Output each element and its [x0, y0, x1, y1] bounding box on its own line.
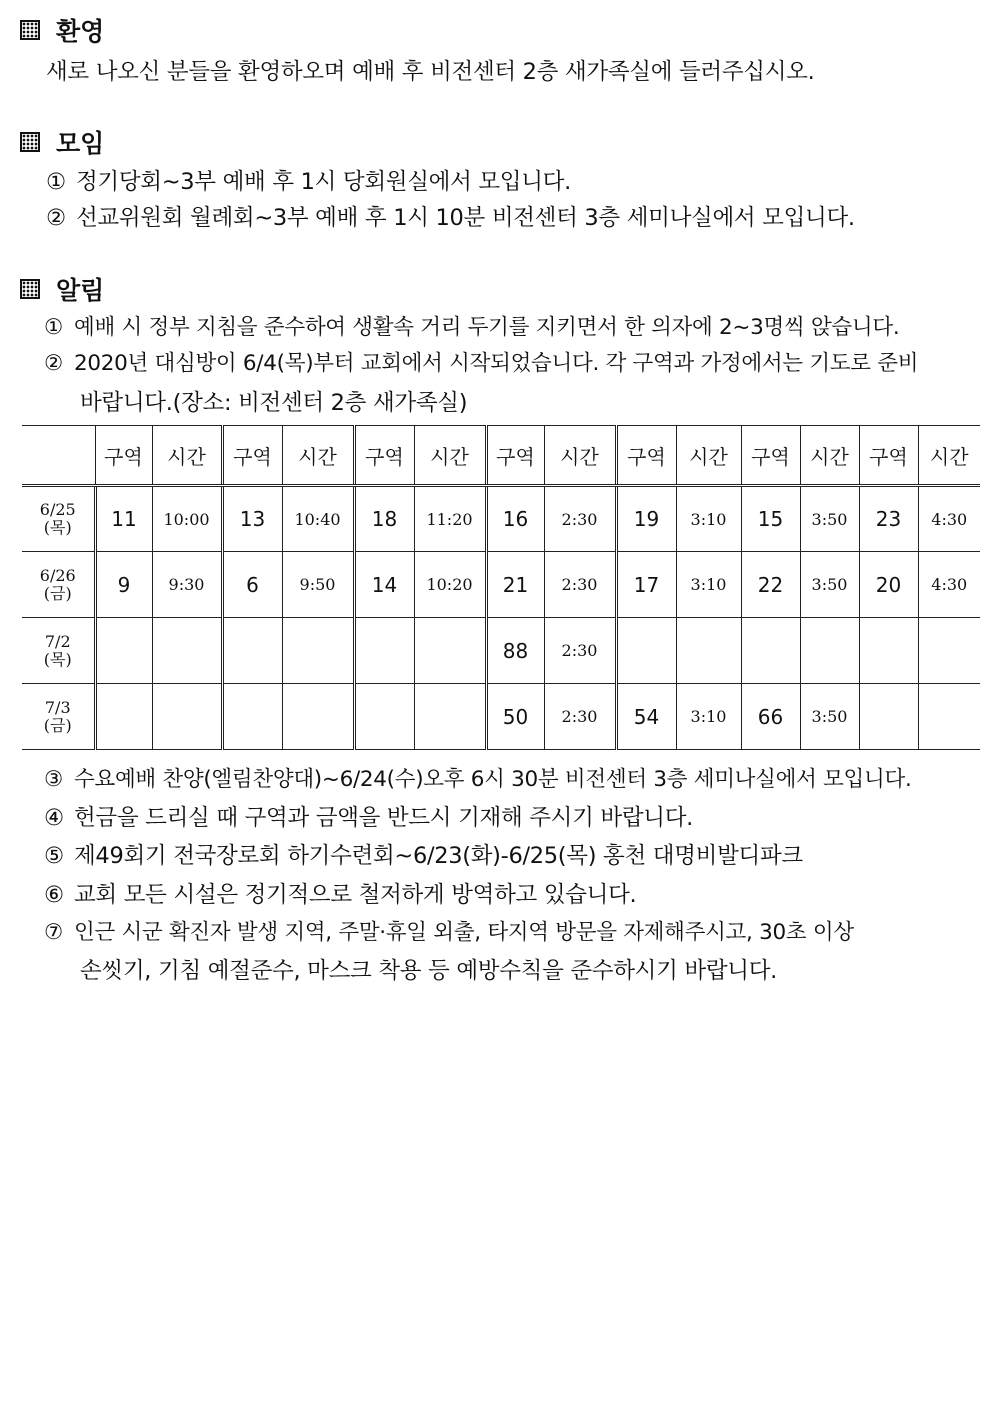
notice-item — [44, 838, 803, 870]
time-cell — [414, 618, 486, 684]
time-cell: 3:50 — [800, 684, 859, 750]
time-cell — [282, 684, 354, 750]
section-notice-heading — [20, 271, 104, 307]
date-cell: 7/2 (목) — [22, 618, 95, 684]
zone-cell — [859, 618, 918, 684]
checkered-square-icon — [20, 279, 40, 299]
zone-cell: 18 — [354, 486, 414, 552]
zone-cell: 15 — [741, 486, 800, 552]
notice-item — [44, 877, 636, 909]
notice-item — [44, 346, 918, 377]
section-meeting-heading — [20, 124, 104, 160]
date-cell: 7/3 (금) — [22, 684, 95, 750]
time-cell — [414, 684, 486, 750]
zone-cell — [354, 618, 414, 684]
time-cell: 3:50 — [800, 486, 859, 552]
item-number: ② — [46, 205, 66, 231]
item-number: ⑤ — [44, 843, 64, 869]
zone-cell: 22 — [741, 552, 800, 618]
notice-item — [44, 800, 693, 832]
time-cell — [282, 618, 354, 684]
time-cell: 2:30 — [544, 618, 616, 684]
zone-cell — [95, 618, 152, 684]
time-cell: 10:20 — [414, 552, 486, 618]
zone-cell — [95, 684, 152, 750]
time-cell: 11:20 — [414, 486, 486, 552]
zone-cell — [222, 684, 282, 750]
time-cell: 9:30 — [152, 552, 222, 618]
header-cell: 구역 — [222, 426, 282, 486]
notice-item — [44, 915, 854, 946]
time-cell — [152, 684, 222, 750]
time-cell: 4:30 — [918, 552, 980, 618]
time-cell: 3:10 — [676, 684, 741, 750]
visit-schedule-table — [22, 425, 980, 750]
notice-item-continuation: 손씻기, 기침 예절준수, 마스크 착용 등 예방수칙을 준수하시기 바랍니다. — [80, 958, 777, 984]
time-cell — [918, 618, 980, 684]
time-cell — [800, 618, 859, 684]
item-text: 2020년 대심방이 6/4(목)부터 교회에서 시작되었습니다. 각 구역과 가정에서는 기도로 준비 — [74, 351, 919, 376]
header-corner-cell — [22, 426, 95, 486]
item-number: ② — [44, 351, 63, 376]
zone-cell: 50 — [486, 684, 544, 750]
section-title: 모임 — [56, 129, 105, 158]
zone-cell: 9 — [95, 552, 152, 618]
zone-cell: 14 — [354, 552, 414, 618]
item-text: 선교위원회 월례회~3부 예배 후 1시 10분 비전센터 3층 세미나실에서 모입니다. — [76, 205, 855, 231]
item-number: ⑥ — [44, 882, 64, 908]
zone-cell — [222, 618, 282, 684]
zone-cell — [741, 618, 800, 684]
time-cell: 2:30 — [544, 684, 616, 750]
zone-cell: 6 — [222, 552, 282, 618]
header-cell: 시간 — [544, 426, 616, 486]
zone-cell: 66 — [741, 684, 800, 750]
time-cell: 10:00 — [152, 486, 222, 552]
header-cell: 시간 — [414, 426, 486, 486]
header-cell: 구역 — [741, 426, 800, 486]
zone-cell: 17 — [616, 552, 676, 618]
header-cell: 시간 — [800, 426, 859, 486]
header-cell: 시간 — [918, 426, 980, 486]
item-text: 헌금을 드리실 때 구역과 금액을 반드시 기재해 주시기 바랍니다. — [74, 805, 693, 831]
header-cell: 구역 — [354, 426, 414, 486]
table-row — [22, 486, 980, 552]
time-cell: 9:50 — [282, 552, 354, 618]
zone-cell: 11 — [95, 486, 152, 552]
zone-cell — [354, 684, 414, 750]
notice-item-continuation: 바랍니다.(장소: 비전센터 2층 새가족실) — [80, 390, 468, 416]
header-cell: 구역 — [616, 426, 676, 486]
header-cell: 구역 — [859, 426, 918, 486]
zone-cell: 20 — [859, 552, 918, 618]
time-cell — [918, 684, 980, 750]
table-row — [22, 684, 980, 750]
section-title: 알림 — [56, 276, 105, 305]
time-cell: 10:40 — [282, 486, 354, 552]
time-cell: 3:50 — [800, 552, 859, 618]
header-cell: 시간 — [282, 426, 354, 486]
date-cell: 6/25 (목) — [22, 486, 95, 552]
item-text: 인근 시군 확진자 발생 지역, 주말·휴일 외출, 타지역 방문을 자제해주시고, 30초 이상 — [74, 920, 854, 945]
table-row — [22, 552, 980, 618]
time-cell: 2:30 — [544, 486, 616, 552]
date-cell: 6/26 (금) — [22, 552, 95, 618]
zone-cell: 88 — [486, 618, 544, 684]
time-cell: 3:10 — [676, 552, 741, 618]
meeting-item — [46, 164, 571, 196]
header-cell: 구역 — [486, 426, 544, 486]
zone-cell: 21 — [486, 552, 544, 618]
zone-cell: 16 — [486, 486, 544, 552]
item-text: 교회 모든 시설은 정기적으로 철저하게 방역하고 있습니다. — [74, 882, 637, 908]
zone-cell: 54 — [616, 684, 676, 750]
zone-cell: 19 — [616, 486, 676, 552]
checkered-square-icon — [20, 20, 40, 40]
table-header-row — [22, 426, 980, 486]
time-cell — [676, 618, 741, 684]
item-text: 제49회기 전국장로회 하기수련회~6/23(화)-6/25(목) 홍천 대명비발디파크 — [74, 843, 803, 869]
item-number: ① — [46, 169, 66, 195]
section-welcome-heading — [20, 12, 104, 48]
checkered-square-icon — [20, 132, 40, 152]
time-cell: 2:30 — [544, 552, 616, 618]
item-text: 정기당회~3부 예배 후 1시 당회원실에서 모입니다. — [76, 169, 571, 195]
item-number: ① — [44, 315, 63, 340]
zone-cell — [859, 684, 918, 750]
zone-cell: 13 — [222, 486, 282, 552]
notice-item — [44, 762, 911, 793]
item-number: ④ — [44, 805, 64, 831]
welcome-text: 새로 나오신 분들을 환영하오며 예배 후 비전센터 2층 새가족실에 들러주십시오. — [46, 59, 815, 85]
meeting-item — [46, 200, 855, 232]
zone-cell — [616, 618, 676, 684]
notice-item — [44, 310, 899, 341]
header-cell: 시간 — [676, 426, 741, 486]
item-text: 수요예배 찬양(엘림찬양대)~6/24(수)오후 6시 30분 비전센터 3층 세미나실에서 모입니다. — [74, 767, 912, 792]
item-text: 예배 시 정부 지침을 준수하여 생활속 거리 두기를 지키면서 한 의자에 2~3명씩 앉습니다. — [74, 315, 900, 340]
zone-cell: 23 — [859, 486, 918, 552]
item-number: ③ — [44, 767, 63, 792]
time-cell: 4:30 — [918, 486, 980, 552]
item-number: ⑦ — [44, 920, 63, 945]
header-cell: 시간 — [152, 426, 222, 486]
time-cell: 3:10 — [676, 486, 741, 552]
header-cell: 구역 — [95, 426, 152, 486]
section-title: 환영 — [56, 17, 105, 46]
time-cell — [152, 618, 222, 684]
table-row — [22, 618, 980, 684]
